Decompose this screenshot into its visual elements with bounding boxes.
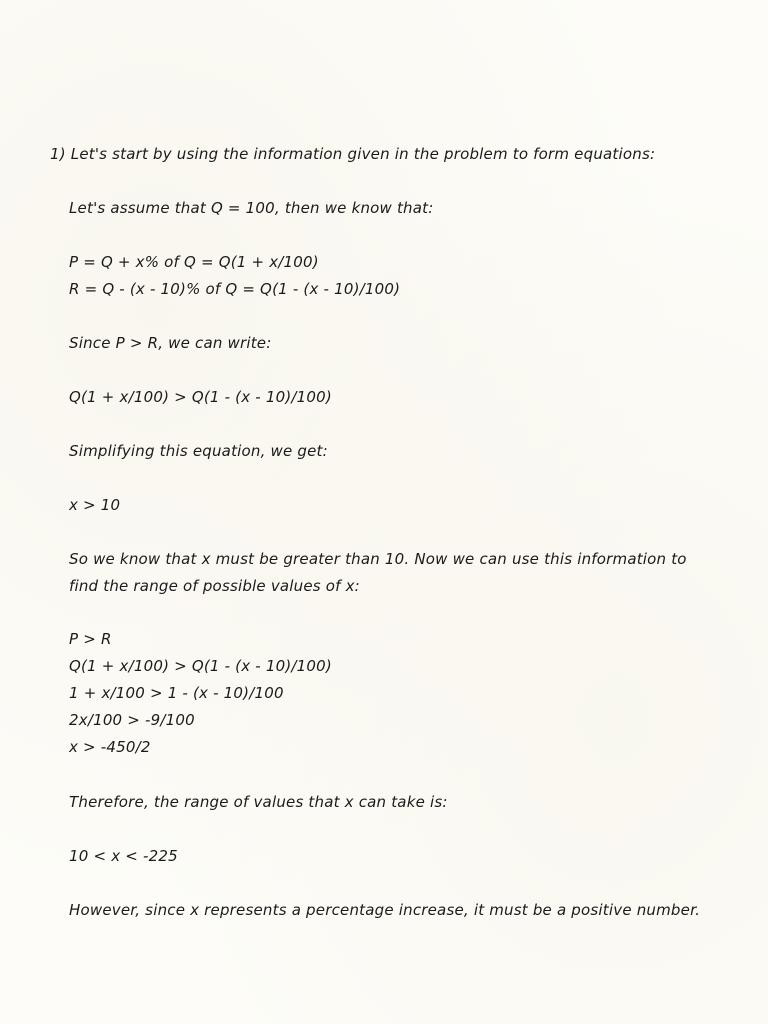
step-line: x > -450/2 [69,738,151,756]
result-x-line: x > 10 [69,496,121,514]
simplifying-line: Simplifying this equation, we get: [69,442,328,460]
step-line: 1 + x/100 > 1 - (x - 10)/100 [69,684,284,702]
step-line: Q(1 + x/100) > Q(1 - (x - 10)/100) [69,657,332,675]
conclusion-line-1: So we know that x must be greater than 10. Now we can use this information to [69,550,687,568]
however-line: However, since x represents a percentage increase, it must be a positive number. [69,901,701,919]
step-line: P > R [69,630,112,648]
assumption-line: Let's assume that Q = 100, then we know that: [69,199,434,217]
range-line: 10 < x < -225 [69,847,178,865]
therefore-line: Therefore, the range of values that x can take is: [69,793,448,811]
since-line: Since P > R, we can write: [69,334,272,352]
solution-heading: 1) Let's start by using the information given in the problem to form equations: [50,145,656,163]
equation-r: R = Q - (x - 10)% of Q = Q(1 - (x - 10)/100) [69,280,401,298]
step-line: 2x/100 > -9/100 [69,711,195,729]
equation-p: P = Q + x% of Q = Q(1 + x/100) [69,253,319,271]
conclusion-line-2: find the range of possible values of x: [69,577,360,595]
inequality-line: Q(1 + x/100) > Q(1 - (x - 10)/100) [69,388,332,406]
